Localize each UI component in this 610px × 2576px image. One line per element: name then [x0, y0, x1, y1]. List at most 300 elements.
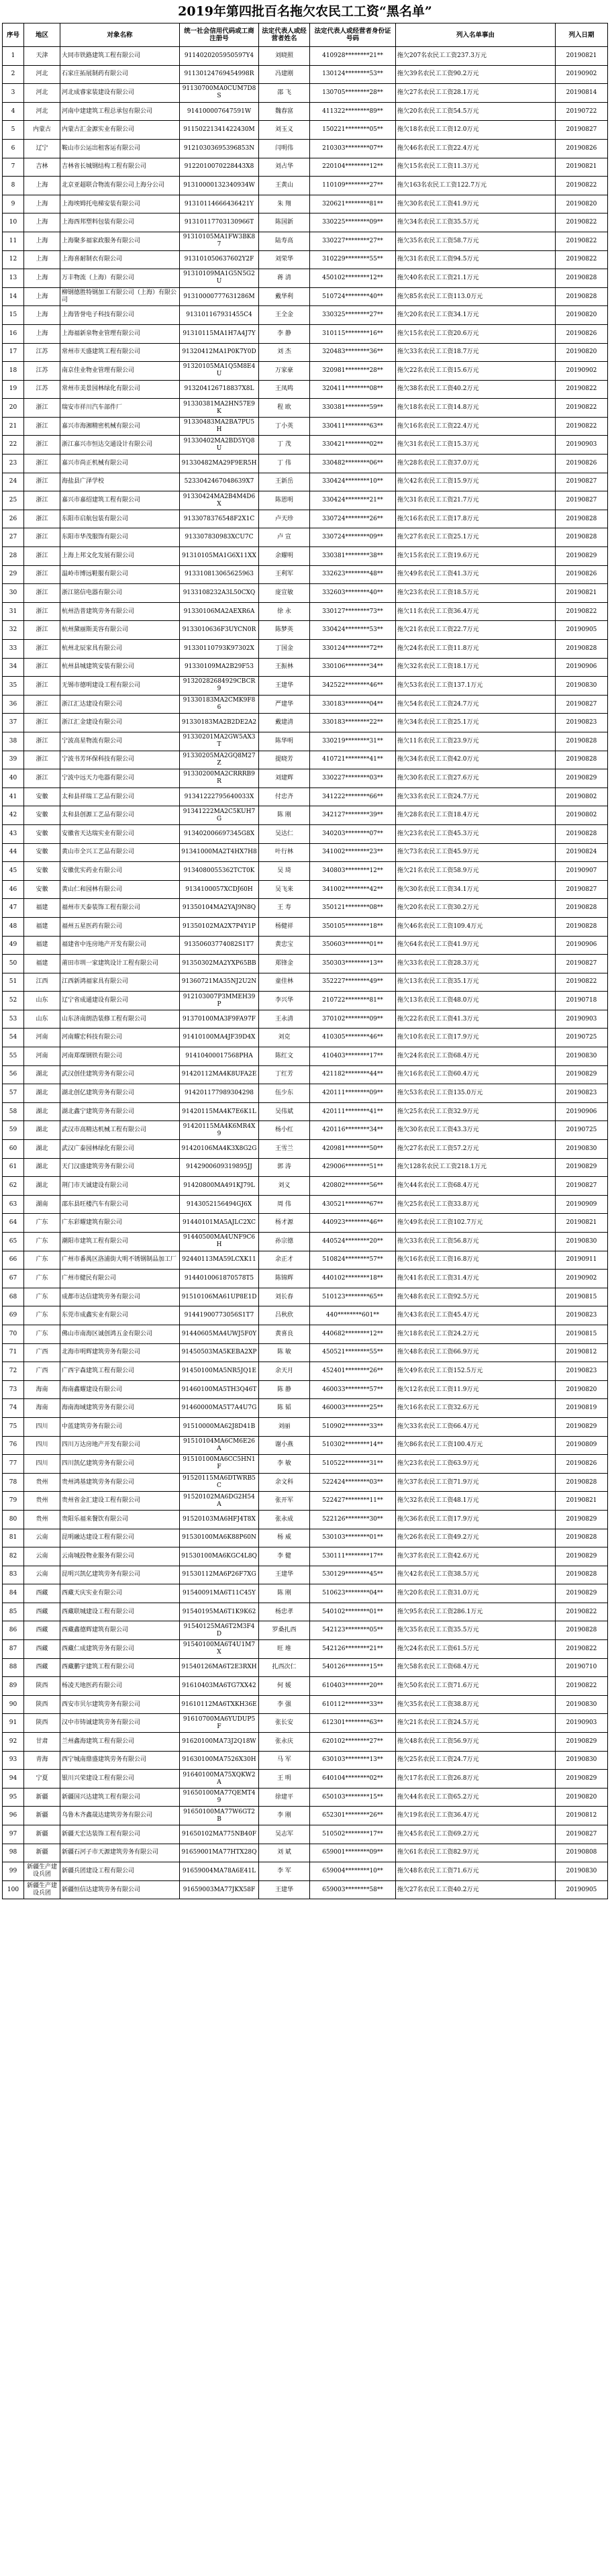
- cell-id-number: 320483********36**: [310, 343, 396, 362]
- cell-index: 10: [3, 213, 24, 232]
- cell-name: 新疆国兴达建筑工程有限公司: [60, 1788, 180, 1807]
- cell-reason: 拖欠48名农民工工资56.9万元: [396, 1733, 556, 1752]
- cell-index: 19: [3, 380, 24, 399]
- cell-representative: 吕秋欣: [259, 1306, 310, 1325]
- cell-index: 37: [3, 714, 24, 732]
- cell-region: 浙江: [24, 436, 60, 455]
- cell-representative: 扎西次仁: [259, 1658, 310, 1677]
- cell-id-number: 530129********45**: [310, 1566, 396, 1584]
- cell-date: 20190830: [556, 1140, 608, 1159]
- cell-index: 87: [3, 1640, 24, 1659]
- cell-id-number: 659003********58**: [310, 1880, 396, 1899]
- cell-id-number: 440********601**: [310, 1306, 396, 1325]
- cell-id-number: 341222********66**: [310, 788, 396, 806]
- cell-representative: 马 军: [259, 1751, 310, 1770]
- table-row: [3, 1195, 608, 1214]
- cell-index: 7: [3, 158, 24, 177]
- cell-credit-code: 91659001MA77HTX28Q: [180, 1844, 259, 1862]
- cell-region: 云南: [24, 1529, 60, 1547]
- cell-credit-code: 91520115MA6DTWRB5C: [180, 1473, 259, 1492]
- cell-credit-code: 91320105MA1Q5M8E4U: [180, 362, 259, 381]
- cell-id-number: 452401********26**: [310, 1362, 396, 1381]
- cell-reason: 拖欠11名农民工工资23.9万元: [396, 732, 556, 751]
- cell-name: 安徽省天达瑞实业有限公司: [60, 824, 180, 843]
- table-row: [3, 843, 608, 862]
- cell-index: 80: [3, 1510, 24, 1529]
- cell-name: 昆明融达建设工程有限公司: [60, 1529, 180, 1547]
- cell-id-number: 440682********12**: [310, 1325, 396, 1343]
- cell-region: 浙江: [24, 565, 60, 584]
- cell-date: 20190827: [556, 121, 608, 140]
- cell-index: 1: [3, 47, 24, 66]
- cell-region: 青海: [24, 1751, 60, 1770]
- cell-id-number: 330381********38**: [310, 547, 396, 566]
- cell-name: 汉中市铸诚建筑劳务有限公司: [60, 1714, 180, 1733]
- cell-name: 邵东县旺楼汽车有限公司: [60, 1195, 180, 1214]
- cell-region: 湖北: [24, 1084, 60, 1103]
- cell-credit-code: 913307830983XCU7C: [180, 528, 259, 547]
- header-representative: 法定代表人或经营者姓名: [259, 23, 310, 47]
- cell-date: 20190829: [556, 1584, 608, 1603]
- cell-date: 20190827: [556, 491, 608, 510]
- cell-region: 陕西: [24, 1695, 60, 1714]
- cell-credit-code: 91650100MA77W6GT2B: [180, 1807, 259, 1825]
- cell-region: 安徽: [24, 824, 60, 843]
- cell-representative: 丁 茂: [259, 436, 310, 455]
- table-row: [3, 1584, 608, 1603]
- cell-credit-code: 91510104MA6CM6E26A: [180, 1436, 259, 1455]
- header-date: 列入日期: [556, 23, 608, 47]
- cell-representative: 吴 琦: [259, 862, 310, 881]
- cell-reason: 拖欠30名农民工工资27.6万元: [396, 769, 556, 788]
- table-row: [3, 287, 608, 306]
- cell-name: 福州市天泰装饰工程有限公司: [60, 899, 180, 918]
- cell-region: 河北: [24, 65, 60, 84]
- cell-reason: 拖欠13名农民工工资48.0万元: [396, 992, 556, 1010]
- cell-name: 武汉市高精达机械工程有限公司: [60, 1121, 180, 1140]
- cell-name: 西藏仁成建筑劳务有限公司: [60, 1640, 180, 1659]
- cell-reason: 拖欠48名农民工工资92.5万元: [396, 1288, 556, 1306]
- cell-reason: 拖欠33名农民工工资28.3万元: [396, 955, 556, 973]
- cell-region: 上海: [24, 324, 60, 343]
- cell-index: 88: [3, 1658, 24, 1677]
- cell-date: 20190829: [556, 1733, 608, 1752]
- cell-region: 广东: [24, 1214, 60, 1233]
- cell-credit-code: 9133078376548F2X1C: [180, 510, 259, 528]
- cell-index: 93: [3, 1751, 24, 1770]
- cell-reason: 拖欠207名农民工工资237.3万元: [396, 47, 556, 66]
- cell-index: 66: [3, 1251, 24, 1270]
- cell-id-number: 330381********59**: [310, 399, 396, 418]
- cell-index: 70: [3, 1325, 24, 1343]
- table-row: [3, 806, 608, 825]
- table-row: [3, 899, 608, 918]
- cell-representative: 陈华明: [259, 732, 310, 751]
- cell-reason: 拖欠49名农民工工资102.7万元: [396, 1214, 556, 1233]
- cell-reason: 拖欠21名农民工工资58.9万元: [396, 862, 556, 881]
- cell-region: 广东: [24, 1288, 60, 1306]
- table-row: [3, 751, 608, 769]
- table-row: [3, 1658, 608, 1677]
- cell-reason: 拖欠85名农民工工资113.0万元: [396, 287, 556, 306]
- cell-date: 20190822: [556, 250, 608, 269]
- cell-region: 湖北: [24, 1065, 60, 1084]
- cell-credit-code: 91420112MA4K8UFA2E: [180, 1065, 259, 1084]
- cell-index: 11: [3, 232, 24, 250]
- cell-name: 北海市明辉建筑劳务有限公司: [60, 1343, 180, 1362]
- table-row: [3, 1529, 608, 1547]
- cell-region: 河北: [24, 84, 60, 103]
- cell-representative: 陈 韬: [259, 1399, 310, 1418]
- cell-region: 浙江: [24, 491, 60, 510]
- cell-credit-code: 91310115MA1H7A4J7Y: [180, 324, 259, 343]
- cell-representative: 戴建清: [259, 714, 310, 732]
- table-row: [3, 1251, 608, 1270]
- table-row: [3, 1343, 608, 1362]
- cell-reason: 拖欠16名农民工工资22.4万元: [396, 417, 556, 436]
- cell-reason: 拖欠23名农民工工资63.9万元: [396, 1455, 556, 1474]
- cell-id-number: 410721********41**: [310, 751, 396, 769]
- cell-reason: 拖欠44名农民工工资65.2万元: [396, 1788, 556, 1807]
- cell-credit-code: 91341222MA2C5KUH7G: [180, 806, 259, 825]
- table-row: [3, 1158, 608, 1177]
- cell-id-number: 612301********63**: [310, 1714, 396, 1733]
- cell-credit-code: 91440500MA4UNF9C6H: [180, 1233, 259, 1251]
- cell-date: 20190828: [556, 510, 608, 528]
- cell-date: 20190906: [556, 1102, 608, 1121]
- cell-region: 安徽: [24, 880, 60, 899]
- cell-date: 20190826: [556, 139, 608, 158]
- table-row: [3, 1788, 608, 1807]
- cell-region: 西藏: [24, 1640, 60, 1659]
- cell-region: 浙江: [24, 695, 60, 714]
- table-row: [3, 455, 608, 473]
- cell-name: 新疆恒信达建筑劳务有限公司: [60, 1880, 180, 1899]
- cell-id-number: 342522********46**: [310, 677, 396, 696]
- cell-representative: 陆寿高: [259, 232, 310, 250]
- cell-reason: 拖欠45名农民工工资69.2万元: [396, 1825, 556, 1844]
- cell-region: 广西: [24, 1362, 60, 1381]
- cell-credit-code: 9114020205950597Y4: [180, 47, 259, 66]
- cell-representative: 王永清: [259, 1010, 310, 1029]
- table-row: [3, 1547, 608, 1566]
- cell-id-number: 330325********27**: [310, 306, 396, 325]
- cell-index: 15: [3, 306, 24, 325]
- cell-name: 西藏鑫德辉建筑有限公司: [60, 1621, 180, 1640]
- cell-id-number: 650103********15**: [310, 1788, 396, 1807]
- cell-credit-code: 91330183MA2B2DE2A2: [180, 714, 259, 732]
- table-row: [3, 1492, 608, 1511]
- cell-reason: 拖欠64名农民工工资41.9万元: [396, 936, 556, 955]
- table-row: [3, 1640, 608, 1659]
- cell-index: 23: [3, 455, 24, 473]
- cell-representative: 刘 斌: [259, 1844, 310, 1862]
- cell-reason: 拖欠27名农民工工资40.2万元: [396, 1880, 556, 1899]
- table-row: [3, 1566, 608, 1584]
- cell-index: 41: [3, 788, 24, 806]
- blacklist-table: [2, 23, 608, 1899]
- table-row: [3, 1214, 608, 1233]
- cell-index: 63: [3, 1195, 24, 1214]
- cell-credit-code: 91150221341422430M: [180, 121, 259, 140]
- cell-representative: 朱 翔: [259, 195, 310, 213]
- cell-id-number: 510623********04**: [310, 1584, 396, 1603]
- cell-id-number: 430521********67**: [310, 1195, 396, 1214]
- cell-date: 20190830: [556, 1047, 608, 1066]
- table-row: [3, 1436, 608, 1455]
- cell-name: 杭州浩普建筑劳务有限公司: [60, 602, 180, 621]
- cell-id-number: 460003********25**: [310, 1399, 396, 1418]
- cell-id-number: 530111********17**: [310, 1547, 396, 1566]
- cell-reason: 拖欠43名农民工工资45.4万元: [396, 1306, 556, 1325]
- cell-id-number: 330482********06**: [310, 455, 396, 473]
- cell-reason: 拖欠37名农民工工资71.9万元: [396, 1473, 556, 1492]
- cell-representative: 余文科: [259, 1473, 310, 1492]
- cell-representative: 孙宗德: [259, 1233, 310, 1251]
- cell-region: 贵州: [24, 1473, 60, 1492]
- cell-date: 20190822: [556, 213, 608, 232]
- cell-region: 四川: [24, 1417, 60, 1436]
- table-row: [3, 84, 608, 103]
- cell-reason: 拖欠46名农民工工资109.4万元: [396, 917, 556, 936]
- cell-credit-code: 91360721MA35NJ2U2N: [180, 973, 259, 992]
- table-row: [3, 65, 608, 84]
- cell-name: 宁波高星物流有限公司: [60, 732, 180, 751]
- cell-reason: 拖欠10名农民工工资17.9万元: [396, 1029, 556, 1047]
- cell-reason: 拖欠53名农民工工资137.1万元: [396, 677, 556, 696]
- cell-reason: 拖欠30名农民工工资41.9万元: [396, 195, 556, 213]
- cell-credit-code: 91330109MA2B29F53: [180, 658, 259, 677]
- cell-name: 石家庄拓展制药有限公司: [60, 65, 180, 84]
- cell-region: 贵州: [24, 1492, 60, 1511]
- cell-name: 黄山仁和园林有限公司: [60, 880, 180, 899]
- cell-representative: 陈 刚: [259, 1584, 310, 1603]
- cell-name: 浙江嘉兴市恒达交通设计有限公司: [60, 436, 180, 455]
- cell-id-number: 652301********26**: [310, 1807, 396, 1825]
- cell-reason: 拖欠46名农民工工资22.4万元: [396, 139, 556, 158]
- cell-date: 20190820: [556, 195, 608, 213]
- cell-name: 辽宁省成通建设有限公司: [60, 992, 180, 1010]
- cell-id-number: 340803********12**: [310, 862, 396, 881]
- cell-name: 江西新鸿福家具有限公司: [60, 973, 180, 992]
- cell-index: 5: [3, 121, 24, 140]
- cell-name: 广西宇森建筑工程有限公司: [60, 1362, 180, 1381]
- cell-region: 浙江: [24, 640, 60, 659]
- cell-region: 上海: [24, 177, 60, 195]
- cell-credit-code: 91320412MA1P0K7Y0D: [180, 343, 259, 362]
- cell-representative: 万家豪: [259, 362, 310, 381]
- table-row: [3, 417, 608, 436]
- cell-name: 杭州北辰家具有限公司: [60, 640, 180, 659]
- cell-name: 河南中建建筑工程总承包有限公司: [60, 102, 180, 121]
- cell-credit-code: 91350302MA2YXP65BB: [180, 955, 259, 973]
- cell-id-number: 410403********17**: [310, 1047, 396, 1066]
- cell-reason: 拖欠48名农民工工资66.9万元: [396, 1343, 556, 1362]
- cell-name: 海南鑫耀建设有限公司: [60, 1380, 180, 1399]
- cell-representative: 刘 杰: [259, 343, 310, 362]
- cell-id-number: 352227********49**: [310, 973, 396, 992]
- cell-region: 上海: [24, 232, 60, 250]
- cell-date: 20190822: [556, 1603, 608, 1621]
- cell-region: 广东: [24, 1233, 60, 1251]
- cell-name: 武汉创佳建筑劳务有限公司: [60, 1065, 180, 1084]
- cell-name: 武汉广泰园林绿化有限公司: [60, 1140, 180, 1159]
- cell-credit-code: 91350603774082S1T7: [180, 936, 259, 955]
- cell-index: 69: [3, 1306, 24, 1325]
- cell-date: 20190722: [556, 102, 608, 121]
- cell-reason: 拖欠31名农民工工资21.7万元: [396, 491, 556, 510]
- cell-representative: 刘克: [259, 1029, 310, 1047]
- cell-representative: 蒋 清: [259, 269, 310, 288]
- cell-name: 四川凯亿建筑劳务有限公司: [60, 1455, 180, 1474]
- cell-representative: 黄喜良: [259, 1325, 310, 1343]
- cell-name: 东莞市成鑫实业有限公司: [60, 1306, 180, 1325]
- cell-representative: 程 欧: [259, 399, 310, 418]
- cell-id-number: 440524********20**: [310, 1233, 396, 1251]
- cell-region: 湖北: [24, 1140, 60, 1159]
- table-row: [3, 917, 608, 936]
- header-name: 对象名称: [60, 23, 180, 47]
- cell-id-number: 220104********12**: [310, 158, 396, 177]
- cell-index: 54: [3, 1029, 24, 1047]
- header-credit-code: 统一社会信用代码或工商注册号: [180, 23, 259, 47]
- cell-credit-code: 91420800MA491KJ79L: [180, 1177, 259, 1196]
- table-row: [3, 269, 608, 288]
- cell-id-number: 421182********44**: [310, 1065, 396, 1084]
- cell-credit-code: 91330482MA29F9ER5H: [180, 455, 259, 473]
- cell-region: 安徽: [24, 862, 60, 881]
- cell-reason: 拖欠16名农民工工资32.6万元: [396, 1399, 556, 1418]
- cell-region: 福建: [24, 899, 60, 918]
- cell-index: 31: [3, 602, 24, 621]
- cell-index: 92: [3, 1733, 24, 1752]
- cell-credit-code: 91330424MA2B4M4D6X: [180, 491, 259, 510]
- cell-index: 8: [3, 177, 24, 195]
- table-row: [3, 602, 608, 621]
- cell-date: 20190902: [556, 362, 608, 381]
- cell-credit-code: 9134080055362TCT0K: [180, 862, 259, 881]
- cell-credit-code: 91341222795640033X: [180, 788, 259, 806]
- cell-index: 67: [3, 1270, 24, 1288]
- cell-index: 65: [3, 1233, 24, 1251]
- table-row: [3, 1770, 608, 1788]
- cell-credit-code: 91310000777631286M: [180, 287, 259, 306]
- cell-reason: 拖欠19名农民工工资36.4万元: [396, 1807, 556, 1825]
- cell-index: 38: [3, 732, 24, 751]
- cell-index: 42: [3, 806, 24, 825]
- cell-reason: 拖欠95名农民工工资286.1万元: [396, 1603, 556, 1621]
- cell-name: 广东彩耀建筑有限公司: [60, 1214, 180, 1233]
- cell-index: 33: [3, 640, 24, 659]
- cell-reason: 拖欠41名农民工工资31.4万元: [396, 1270, 556, 1288]
- cell-date: 20190823: [556, 1362, 608, 1381]
- cell-region: 吉林: [24, 158, 60, 177]
- cell-region: 四川: [24, 1436, 60, 1455]
- cell-index: 25: [3, 491, 24, 510]
- cell-reason: 拖欠20名农民工工资34.1万元: [396, 306, 556, 325]
- cell-id-number: 450102********12**: [310, 269, 396, 288]
- cell-representative: 刘荣华: [259, 250, 310, 269]
- cell-name: 银川兴荣建设工程有限公司: [60, 1770, 180, 1788]
- cell-name: 杨凌天地医药有限公司: [60, 1677, 180, 1696]
- cell-region: 广东: [24, 1306, 60, 1325]
- cell-date: 20190829: [556, 769, 608, 788]
- cell-date: 20190828: [556, 1566, 608, 1584]
- cell-region: 湖北: [24, 1158, 60, 1177]
- cell-name: 万丰物流（上海）有限公司: [60, 269, 180, 288]
- table-row: [3, 973, 608, 992]
- cell-credit-code: 91520103MA6HFJ4T8X: [180, 1510, 259, 1529]
- cell-region: 安徽: [24, 843, 60, 862]
- cell-name: 东阳市华茂服饰有限公司: [60, 528, 180, 547]
- cell-date: 20190821: [556, 158, 608, 177]
- cell-representative: 陈 静: [259, 1380, 310, 1399]
- table-row: [3, 1288, 608, 1306]
- cell-index: 86: [3, 1621, 24, 1640]
- cell-date: 20190725: [556, 1029, 608, 1047]
- cell-representative: 王利军: [259, 565, 310, 584]
- page-title: 2019年第四批百名拖欠农民工工资“黑名单”: [178, 4, 432, 19]
- cell-credit-code: 91460000MA5T7A4U7G: [180, 1399, 259, 1418]
- cell-date: 20190827: [556, 695, 608, 714]
- cell-reason: 拖欠25名农民工工资33.8万元: [396, 1195, 556, 1214]
- cell-index: 2: [3, 65, 24, 84]
- cell-id-number: 510902********33**: [310, 1417, 396, 1436]
- cell-region: 浙江: [24, 658, 60, 677]
- cell-reason: 拖欠23名农民工工资45.3万元: [396, 824, 556, 843]
- cell-representative: 李 军: [259, 1862, 310, 1881]
- cell-region: 浙江: [24, 584, 60, 603]
- table-row: [3, 1510, 608, 1529]
- cell-index: 75: [3, 1417, 24, 1436]
- cell-representative: 吴伟斌: [259, 1102, 310, 1121]
- cell-reason: 拖欠34名农民工工资35.5万元: [396, 213, 556, 232]
- cell-region: 浙江: [24, 399, 60, 418]
- cell-date: 20190822: [556, 417, 608, 436]
- cell-reason: 拖欠11名农民工工资36.4万元: [396, 602, 556, 621]
- cell-representative: 王全金: [259, 306, 310, 325]
- cell-representative: 吴志军: [259, 1825, 310, 1844]
- table-row: [3, 195, 608, 213]
- cell-index: 94: [3, 1770, 24, 1788]
- table-row: [3, 769, 608, 788]
- table-row: [3, 824, 608, 843]
- cell-credit-code: 91650100MA77QEMT49: [180, 1788, 259, 1807]
- cell-region: 云南: [24, 1566, 60, 1584]
- cell-credit-code: 9134100057XCDJ60H: [180, 880, 259, 899]
- cell-reason: 拖欠25名农民工工资24.7万元: [396, 1751, 556, 1770]
- cell-name: 海南海域建筑劳务有限公司: [60, 1399, 180, 1418]
- cell-credit-code: 9142900609319895JJ: [180, 1158, 259, 1177]
- cell-name: 云南城投物业服务有限公司: [60, 1547, 180, 1566]
- table-row: [3, 324, 608, 343]
- table-row: [3, 1233, 608, 1251]
- cell-name: 湖北鑫宁建筑劳务有限公司: [60, 1102, 180, 1121]
- cell-id-number: 420111********09**: [310, 1084, 396, 1103]
- cell-name: 新疆兵团建设工程有限公司: [60, 1862, 180, 1881]
- table-row: [3, 436, 608, 455]
- cell-representative: 张开军: [259, 1492, 310, 1511]
- cell-region: 湖北: [24, 1102, 60, 1121]
- cell-id-number: 350105********18**: [310, 917, 396, 936]
- cell-representative: 陈国新: [259, 213, 310, 232]
- cell-index: 64: [3, 1214, 24, 1233]
- cell-credit-code: 91440605MA4UWJ5F0Y: [180, 1325, 259, 1343]
- cell-region: 西藏: [24, 1584, 60, 1603]
- cell-id-number: 510123********65**: [310, 1288, 396, 1306]
- cell-name: 福州五星医药有限公司: [60, 917, 180, 936]
- cell-index: 17: [3, 343, 24, 362]
